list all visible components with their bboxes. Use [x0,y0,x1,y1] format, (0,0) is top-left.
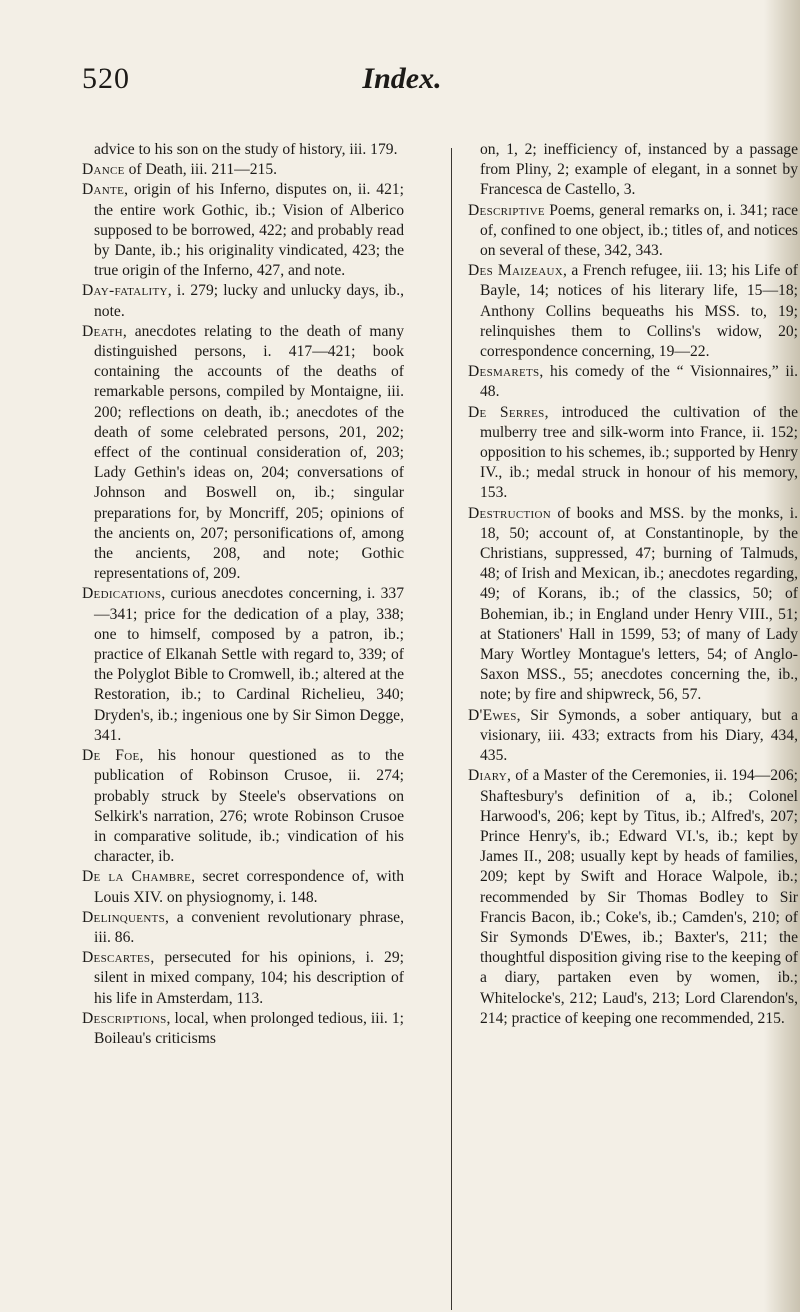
index-entry-heading: Descartes [82,949,151,967]
index-entry-text: , introduced the cultivation of the mulberry tree and silk-worm into France, ii. 152; opposition to his schemes, ib.; supported by Henry IV., ib.; medal struck in honour of his memory, 153. [480,403,798,502]
index-entry-text: Poems, general remarks on, i. 341; race of, confined to one object, ib.; titles of, and notices on several of these, 342, 343. [480,201,798,260]
index-entry-text: , of a Master of the Ceremonies, ii. 194—206; Shaftesbury's definition of a, ib.; Colonel Harwood's, 206; kept by Titus, ib.; Alfred's, 207; Prince Henry's, ib.; Edward VI.'s, ib.; kept by James II., 208; usually kept by heads of families, 209; kept by Swift and Horace Walpole, ib.; recommended by Sir Thomas Bodley to Sir Francis Bacon, ib.; Coke's, ib.; Camden's, 210; of Sir Symonds D'Ewes, ib.; Baxter's, 211; the thoughtful disposition giving rise to the keeping of a diary, partaken even by women, ib.; Whitelocke's, 212; Laud's, 213; Lord Clarendon's, 214; practice of keeping one recommended, 215. [480,767,798,1027]
column-divider [451,148,452,1310]
index-entry-heading: Desmarets [468,363,540,381]
index-entry-text: , secret correspondence of, with Louis XIV. on physiognomy, i. 148. [94,868,404,906]
index-entry-text: of books and MSS. by the monks, i. 18, 50; account of, at Constantinople, by the Christians, suppressed, 47; burning of Talmuds, 48; of Irish and Mexican, ib.; anecdotes regarding, 49; of Korans, ib.; of the classics, 50; of Bohemian, ib.; in England under Henry VIII., 51; at Stationers' Hall in 1599, 53; of many of Lady Mary Wortley Montague's letters, 54; of Anglo-Saxon MSS., 55; anecdotes concerning the, ib., note; by fire and shipwreck, 56, 57. [480,504,798,704]
index-entry-heading: De Foe [82,747,140,765]
index-entry-heading: D'Ewes [468,706,517,724]
index-entry [468,362,798,402]
index-entry-heading: Diary [468,767,508,785]
index-entry-heading: De la Chambre [82,868,192,886]
index-entry [82,908,404,948]
index-entry-text: , origin of his Inferno, disputes on, ii. 421; the entire work Gothic, ib.; Vision of Alberico supposed to be borrowed, 422; and probably read by Dante, ib.; his originality vindicated, 423; the true origin of the Inferno, 427, and note. [94,181,404,280]
index-entry [82,867,404,907]
index-entry-text: of Death, iii. 211—215. [124,161,278,179]
index-entry-text: , a convenient revolutionary phrase, iii. 86. [94,908,404,946]
left-column [82,140,404,1049]
index-entry-text: , persecuted for his opinions, i. 29; silent in mixed company, 104; his description of his life in Amsterdam, 113. [94,949,404,1007]
index-entry [82,322,404,585]
index-entry [468,766,798,1029]
index-entry-heading: Descriptions [82,1009,167,1027]
page-header [82,62,722,102]
index-entry-heading: Descriptive [468,201,545,219]
index-entry-heading: Death [82,322,123,340]
index-entry [82,746,404,867]
index-entry-text: advice to his son on the study of history, iii. 179. [94,141,398,158]
running-title: Index. [362,62,442,95]
index-entry [468,504,798,706]
index-entry-heading: Delinquents [82,908,165,926]
index-entry-heading: Dedications [82,585,162,603]
index-entry [82,160,404,180]
index-entry [468,140,798,201]
index-entry [82,140,404,160]
index-entry [82,1009,404,1049]
index-entry-text: , his honour questioned as to the publication of Robinson Crusoe, ii. 274; probably struck by Steele's observations on Selkirk's narration, 276; wrote Robinson Crusoe in comparative solitude, ib.; vindication of his character, ib. [94,747,404,866]
index-entry-text: , a French refugee, iii. 13; his Life of Bayle, 14; notices of his literary life, 15—18; Anthony Collins bequeaths his MSS. to, 19; relinquishes them to Collins's widow, 20; correspondence concerning, 19—22. [480,262,798,361]
index-entry-text: , curious anecdotes concerning, i. 337—341; price for the dedication of a play, 338; one to himself, composed by a patron, ib.; practice of Elkanah Settle with regard to, 339; of the Polyglot Bible to Cromwell, ib.; altered at the Restoration, ib.; to Cardinal Richelieu, 340; Dryden's, ib.; ingenious one by Sir Simon Degge, 341. [94,585,404,744]
index-entry [82,281,404,321]
index-entry-heading: Dance [82,161,125,179]
index-entry-heading: Day-fatality [82,282,168,300]
index-entry [468,201,798,262]
index-entry-heading: Des Maizeaux [468,262,563,280]
index-entry [82,584,404,746]
index-entry-text: , i. 279; lucky and unlucky days, ib., note. [94,282,404,320]
index-entry-text: on, 1, 2; inefficiency of, instanced by a passage from Pliny, 2; example of elegant, in a sonnet by Francesca de Castello, 3. [480,141,798,199]
index-entry [82,948,404,1009]
index-entry-heading: Dante [82,181,125,199]
page-number: 520 [82,62,130,95]
index-entry-text: , Sir Symonds, a sober antiquary, but a visionary, iii. 433; extracts from his Diary, 434, 435. [480,706,798,765]
index-entry [468,706,798,767]
index-entry-text: , anecdotes relating to the death of many distinguished persons, i. 417—421; book containing the accounts of the deaths of remarkable persons, compiled by Montaigne, iii. 200; reflections on death, ib.; anecdotes of the death of some celebrated persons, 201, 202; effect of the continual consideration of, 203; Lady Gethin's ideas on, 204; conversations of Johnson and Boswell on, ib.; singular preparations for, by Moncriff, 205; opinions of the ancients on, 207; personifications of, among the ancients, 208, and note; Gothic representations of, 209. [94,322,404,583]
index-entry-text: , local, when prolonged tedious, iii. 1; Boileau's criticisms [94,1009,404,1047]
right-column [468,140,798,1029]
index-entry [468,261,798,362]
index-entry-heading: De Serres [468,403,545,421]
index-entry-heading: Destruction [468,504,552,522]
index-entry-text: , his comedy of the “ Visionnaires,” ii. 48. [480,363,798,401]
index-entry [82,180,404,281]
index-entry [468,403,798,504]
